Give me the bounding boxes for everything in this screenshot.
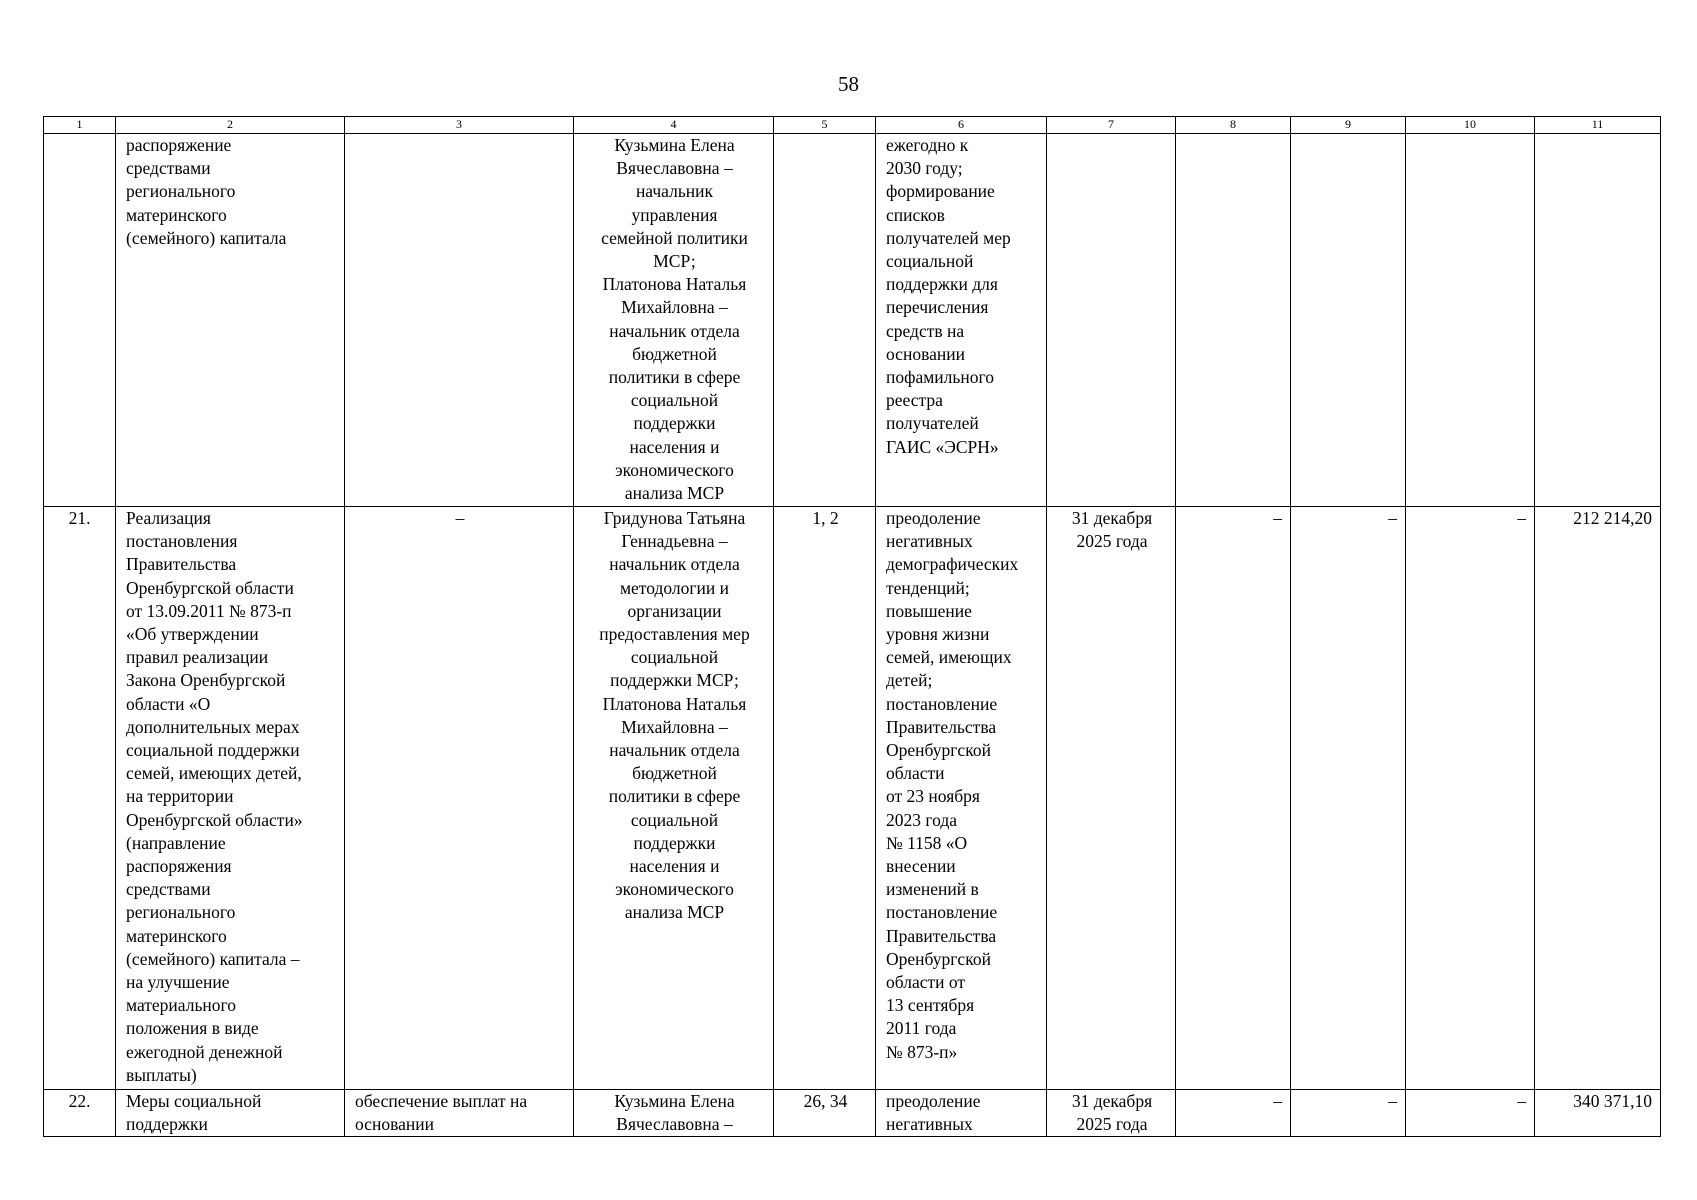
column-header: 3 (345, 117, 574, 134)
cell-col10: – (1406, 507, 1535, 1090)
responsible-person: Кузьмина Елена Вячеславовна – начальник управления семейной политики МСР; Платонова Наталья Михайловна – начальник отдела бюджетной политики в сфере социальной поддержки населения и экономического анализа МСР (574, 134, 774, 507)
responsible-person: Гридунова Татьяна Геннадьевна – начальник отдела методологии и организации предоставления мер социальной поддержки МСР; Платонова Наталья Михайловна – начальник отдела бюджетной политики в сфере социальной поддержки населения и экономического анализа МСР (574, 507, 774, 1090)
page-number: 58 (838, 72, 859, 96)
cell-col9: – (1291, 1090, 1406, 1137)
row-number: 22. (44, 1090, 116, 1137)
cell-col3: обеспечение выплат на основании (345, 1090, 574, 1137)
cell-col3 (345, 134, 574, 507)
responsible-person: Кузьмина Елена Вячеславовна – (574, 1090, 774, 1137)
cell-col8 (1176, 134, 1291, 507)
expected-result: преодоление негативных (876, 1090, 1047, 1137)
table-row (44, 1090, 1661, 1137)
column-header: 2 (116, 117, 345, 134)
column-header: 1 (44, 117, 116, 134)
cell-col8: – (1176, 507, 1291, 1090)
cell-col5: 26, 34 (774, 1090, 876, 1137)
amount: 212 214,20 (1535, 507, 1661, 1090)
deadline: 31 декабря 2025 года (1047, 1090, 1176, 1137)
column-header: 9 (1291, 117, 1406, 134)
column-header: 6 (876, 117, 1047, 134)
column-header: 7 (1047, 117, 1176, 134)
expected-result: преодоление негативных демографических тенденций; повышение уровня жизни семей, имеющих детей; постановление Правительства Оренбургской области от 23 ноября 2023 года № 1158 «О внесении изменений в постановление Правительства Оренбургской области от 13 сентября 2011 года № 873-п» (876, 507, 1047, 1090)
cell-col5: 1, 2 (774, 507, 876, 1090)
amount (1535, 134, 1661, 507)
row-number (44, 134, 116, 507)
measure-name: Реализация постановления Правительства Оренбургской области от 13.09.2011 № 873-п «Об утверждении правил реализации Закона Оренбургской области «О дополнительных мерах социальной поддержки семей, имеющих детей, на территории Оренбургской области» (направление распоряжения средствами регионального материнского (семейного) капитала – на улучшение материального положения в виде ежегодной денежной выплаты) (116, 507, 345, 1090)
row-number: 21. (44, 507, 116, 1090)
column-header: 11 (1535, 117, 1661, 134)
amount: 340 371,10 (1535, 1090, 1661, 1137)
program-table (43, 116, 1661, 1137)
column-header: 10 (1406, 117, 1535, 134)
table-row (44, 507, 1661, 1090)
column-header: 8 (1176, 117, 1291, 134)
table-header-row (44, 117, 1661, 134)
column-header: 5 (774, 117, 876, 134)
cell-col9 (1291, 134, 1406, 507)
cell-col5 (774, 134, 876, 507)
column-header: 4 (574, 117, 774, 134)
table-row (44, 134, 1661, 507)
measure-name: распоряжение средствами регионального материнского (семейного) капитала (116, 134, 345, 507)
cell-col3: – (345, 507, 574, 1090)
deadline (1047, 134, 1176, 507)
cell-col10 (1406, 134, 1535, 507)
cell-col8: – (1176, 1090, 1291, 1137)
expected-result: ежегодно к 2030 году; формирование списков получателей мер социальной поддержки для перечисления средств на основании пофамильного реестра получателей ГАИС «ЭСРН» (876, 134, 1047, 507)
deadline: 31 декабря 2025 года (1047, 507, 1176, 1090)
measure-name: Меры социальной поддержки (116, 1090, 345, 1137)
cell-col10: – (1406, 1090, 1535, 1137)
cell-col9: – (1291, 507, 1406, 1090)
